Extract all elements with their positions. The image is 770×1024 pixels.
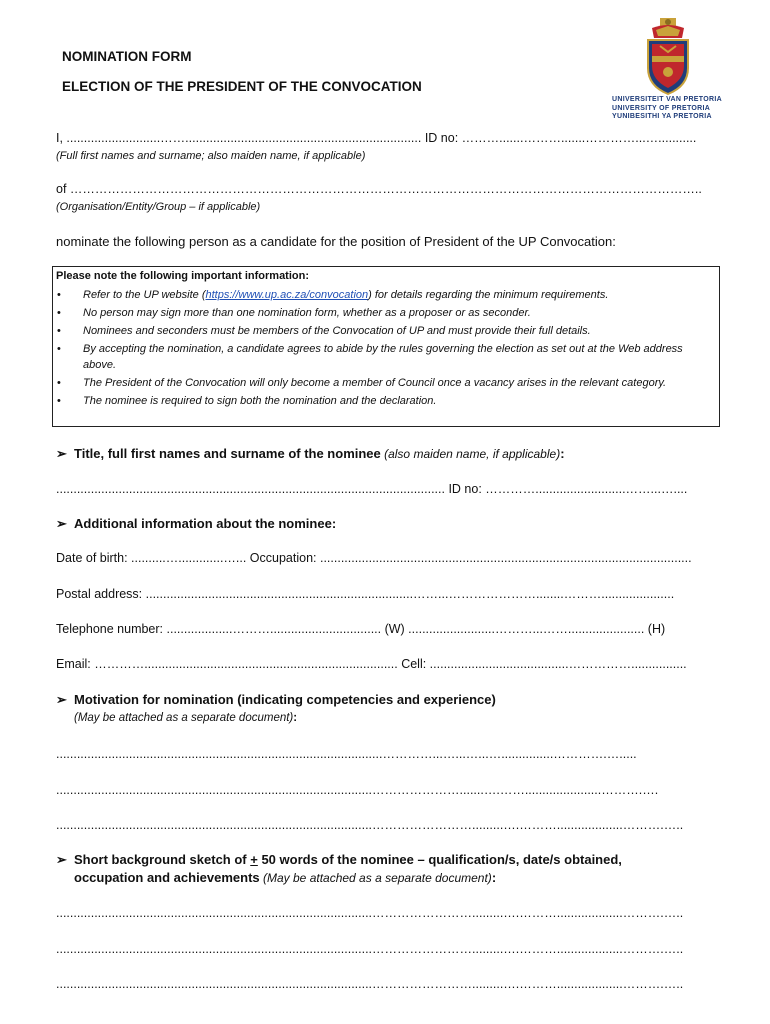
background-line-1[interactable]: ...........................................................................................…………………….........….………...................……….….. bbox=[56, 906, 684, 920]
form-title: NOMINATION FORM bbox=[62, 49, 192, 64]
date-of-birth-occupation-line[interactable]: Date of birth: ..........….............…... Occupation: ........................................................................................................... bbox=[56, 551, 692, 565]
organisation-line[interactable]: of …………………………………………………………………………………………………………………………………….. bbox=[56, 182, 702, 196]
background-sketch-heading: ➢ Short background sketch of + 50 words of the nominee – qualification/s, date/s obtained, bbox=[56, 852, 622, 867]
university-name: UNIVERSITEIT VAN PRETORIA UNIVERSITY OF PRETORIA YUNIBESITHI YA PRETORIA bbox=[612, 96, 722, 120]
background-line-2[interactable]: ...........................................................................................…………………….........….………...................……….….. bbox=[56, 942, 684, 956]
bullet-icon: • bbox=[57, 343, 61, 355]
arrow-bullet-icon: ➢ bbox=[56, 852, 67, 867]
arrow-bullet-icon: ➢ bbox=[56, 516, 67, 531]
bullet-icon: • bbox=[57, 289, 61, 301]
notice-item: • Nominees and seconders must be members of the Convocation of UP and must provide their full details. bbox=[57, 325, 591, 337]
organisation-hint: (Organisation/Entity/Group – if applicable) bbox=[56, 201, 261, 213]
important-information-box bbox=[52, 266, 720, 427]
motivation-hint: (May be attached as a separate document): bbox=[74, 712, 298, 724]
background-line-3[interactable]: ...........................................................................................…………………….........….………...................……….….. bbox=[56, 977, 684, 991]
nominee-name-section-heading: ➢ Title, full first names and surname of the nominee (also maiden name, if applicable): bbox=[56, 446, 565, 461]
background-sketch-heading-line2: occupation and achievements (May be attached as a separate document): bbox=[74, 870, 497, 885]
nominator-name-line[interactable]: I, ...........................…….................................................................... ID no: ……….......……….......…………...…........... bbox=[56, 131, 697, 145]
names-hint: (Full first names and surname; also maiden name, if applicable) bbox=[56, 150, 366, 162]
bullet-icon: • bbox=[57, 395, 61, 407]
bullet-icon: • bbox=[57, 307, 61, 319]
coat-of-arms-icon bbox=[612, 16, 724, 96]
additional-info-heading: ➢ Additional information about the nominee: bbox=[56, 516, 337, 531]
election-title: ELECTION OF THE PRESIDENT OF THE CONVOCATION bbox=[62, 79, 422, 94]
email-cell-line[interactable]: Email: …………......................................................................... Cell: ........................................……………................ bbox=[56, 657, 687, 671]
convocation-link[interactable]: https://www.up.ac.za/convocation bbox=[205, 289, 369, 301]
notice-item: • The President of the Convocation will only become a member of Council once a vacancy arises in the relevant category. bbox=[57, 377, 667, 389]
telephone-line[interactable]: Telephone number: ...................………................................ (W) .........................………...……...................... (H) bbox=[56, 622, 666, 636]
motivation-line-1[interactable]: ..............................................................................................…………...…...…...…...............………….…..... bbox=[56, 747, 637, 761]
postal-address-line[interactable]: Postal address: .............................................................................……...…………………........………..................... bbox=[56, 587, 675, 601]
nominate-statement: nominate the following person as a candidate for the position of President of the UP Convocation: bbox=[56, 234, 616, 249]
arrow-bullet-icon: ➢ bbox=[56, 692, 67, 707]
bullet-icon: • bbox=[57, 377, 61, 389]
notice-item: • Refer to the UP website (https://www.up.ac.za/convocation) for details regarding the minimum requirements. bbox=[57, 289, 609, 301]
notice-list bbox=[53, 287, 719, 411]
bullet-icon: • bbox=[57, 325, 61, 337]
motivation-heading: ➢ Motivation for nomination (indicating competencies and experience) bbox=[56, 692, 496, 707]
university-logo bbox=[612, 16, 724, 124]
notice-item: • By accepting the nomination, a candidate agrees to abide by the rules governing the election as set out at the Web address above. bbox=[57, 343, 683, 371]
notice-item: • The nominee is required to sign both the nomination and the declaration. bbox=[57, 395, 437, 407]
motivation-line-3[interactable]: ...........................................................................................…………………….........….………...................……….….. bbox=[56, 818, 684, 832]
nominee-name-line[interactable]: ................................................................................................................ ID no: …………..........................……...….... bbox=[56, 482, 688, 496]
motivation-line-2[interactable]: ...........................................................................................………………….......….……......................……….…. bbox=[56, 783, 659, 797]
notice-heading: Please note the following important information: bbox=[56, 270, 310, 282]
notice-item: • No person may sign more than one nomination form, whether as a proposer or as seconder. bbox=[57, 307, 531, 319]
arrow-bullet-icon: ➢ bbox=[56, 446, 67, 461]
